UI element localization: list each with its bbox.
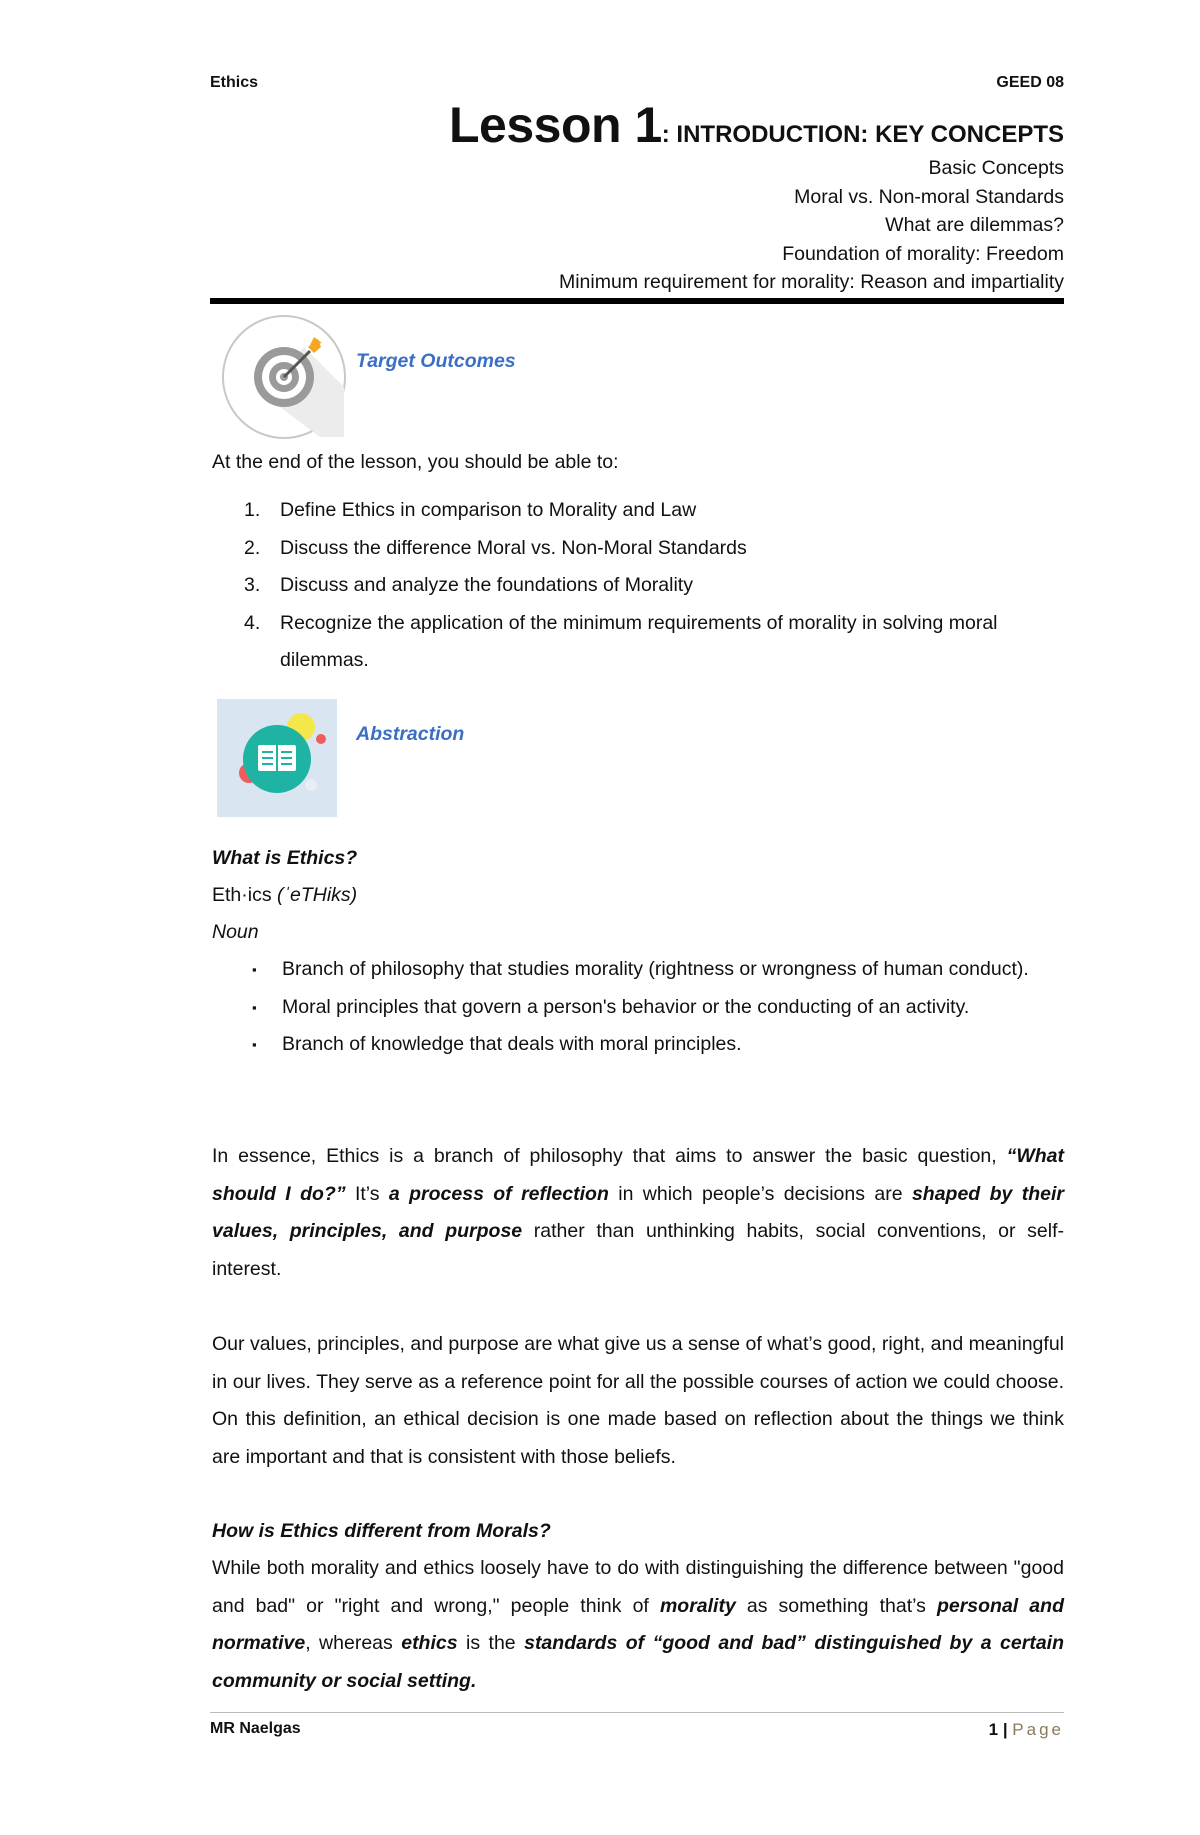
list-item [252, 1026, 1064, 1064]
book-icon [217, 699, 337, 817]
ethics-pronunciation [212, 877, 357, 914]
list-item [244, 492, 1044, 530]
lesson-subtitle: INTRODUCTION: KEY CONCEPTS [676, 121, 1064, 148]
emphasis: a process of reflection [388, 1182, 609, 1205]
list-text: Discuss the difference Moral vs. Non-Moral Standards [280, 536, 747, 559]
list-item [252, 989, 1064, 1027]
topics-list [559, 154, 1064, 297]
target-icon [222, 315, 346, 439]
values-paragraph: Our values, principles, and purpose are what give us a sense of what’s good, right, and meaningful in our lives. They serve as a reference point for all the possible courses of action we could choose. On this definition, an ethical decision is one made based on reflection about the things we think are important and that is consistent with those beliefs. [212, 1333, 1064, 1468]
header-divider [210, 298, 1064, 304]
list-number: 1. [244, 499, 261, 521]
ethics-word: Eth·ics [212, 884, 272, 906]
text-run: It’s [345, 1182, 389, 1205]
list-number: 4. [244, 611, 261, 634]
outcomes-intro: At the end of the lesson, you should be able to: [212, 451, 619, 473]
bullet-icon: ▪ [252, 999, 257, 1015]
emphasis: shaped by their values, principles, and purpose [212, 1182, 1064, 1242]
what-is-ethics-heading: What is Ethics? [212, 847, 358, 869]
list-number: 3. [244, 574, 261, 596]
page-title [449, 96, 1064, 154]
list-text: Branch of philosophy that studies morality (rightness or wrongness of human conduct). [282, 958, 1029, 980]
header-course: Ethics [210, 74, 259, 91]
text-run: rather than unthinking habits, social conventions, or self-interest. [212, 1220, 1064, 1280]
text-run: In essence, Ethics is a branch of philosophy that aims to answer the basic question, [212, 1145, 1007, 1167]
page-number-value: 1 [988, 1720, 999, 1739]
ethics-vs-morals-heading: How is Ethics different from Morals? [212, 1520, 551, 1542]
page-word: Page [1012, 1720, 1064, 1739]
text-run: as something that’s [735, 1594, 937, 1617]
list-item [244, 605, 1044, 680]
footer-author: MR Naelgas [210, 1720, 301, 1737]
page-number [989, 1720, 1064, 1740]
ethics-phonetic: (ˈeTHiks) [271, 884, 358, 906]
topic-item: Moral vs. Non-moral Standards [794, 185, 1064, 208]
essence-paragraph [212, 1138, 1064, 1288]
target-outcomes-heading: Target Outcomes [356, 350, 516, 372]
part-of-speech: Noun [212, 921, 259, 943]
title-separator: : [661, 121, 677, 148]
topic-item: Minimum requirement for morality: Reason and impartiality [558, 271, 1064, 293]
bullet-icon: ▪ [252, 1037, 257, 1052]
list-text: Moral principles that govern a person's behavior or the conducting of an activity. [282, 995, 970, 1018]
list-item [252, 951, 1064, 989]
text-run: , whereas [305, 1632, 402, 1654]
footer-divider [210, 1712, 1064, 1713]
abstraction-heading: Abstraction [356, 723, 465, 745]
topic-item: Basic Concepts [928, 157, 1064, 179]
ethics-definitions-list [252, 951, 1064, 1064]
header-code: GEED 08 [996, 74, 1064, 91]
lesson-number: Lesson 1 [449, 97, 662, 153]
emphasis: personal and normative [212, 1594, 1064, 1654]
ethics-vs-morals-paragraph [212, 1550, 1064, 1700]
emphasis: ethics [401, 1632, 458, 1654]
emphasis: “What should I do?” [212, 1145, 1064, 1205]
list-text: Define Ethics in comparison to Morality and Law [280, 499, 697, 521]
topic-item: What are dilemmas? [885, 214, 1064, 236]
bullet-icon: ▪ [252, 962, 257, 977]
list-text: Recognize the application of the minimum requirements of morality in solving moral dilemmas. [280, 611, 998, 671]
emphasis: standards of “good and bad” distinguished by a certain community or social setting. [212, 1632, 1064, 1692]
topic-item: Foundation of morality: Freedom [782, 242, 1064, 265]
list-text: Discuss and analyze the foundations of Morality [280, 574, 693, 596]
emphasis: morality [659, 1594, 736, 1617]
text-run: in which people’s decisions are [608, 1182, 912, 1205]
text-run: is the [457, 1632, 525, 1654]
outcomes-list [244, 492, 1044, 680]
list-text: Branch of knowledge that deals with moral principles. [282, 1033, 742, 1055]
list-number: 2. [244, 536, 261, 559]
list-item [244, 530, 1044, 568]
text-run: While both morality and ethics loosely have to do with distinguishing the difference between "good and bad" or "right and wrong," people think of [212, 1557, 1064, 1617]
list-item [244, 567, 1044, 605]
page-separator: | [998, 1720, 1013, 1739]
